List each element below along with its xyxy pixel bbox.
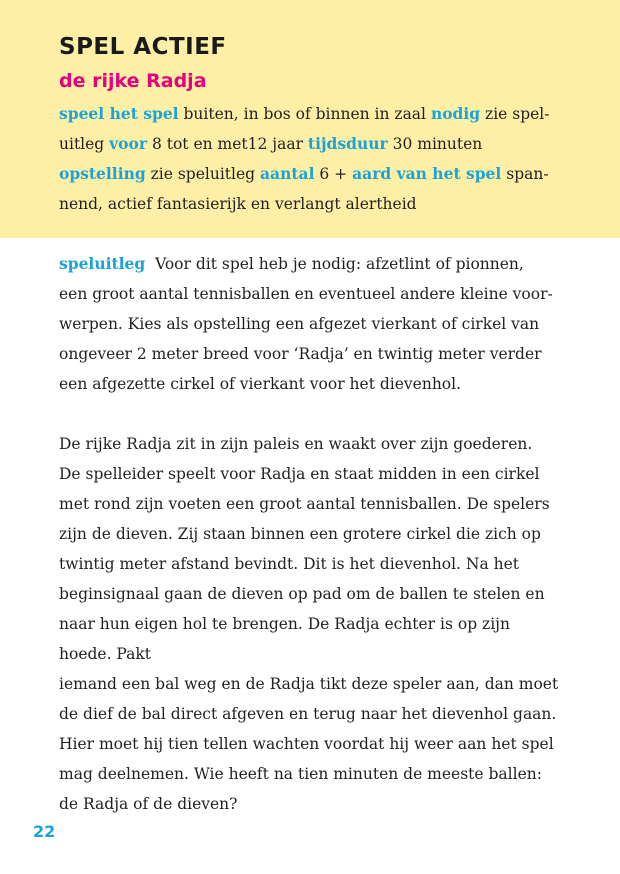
body-line: werpen. Kies als opstelling een afgezet vierkant of cirkel van (59, 315, 540, 333)
body-line (59, 249, 564, 279)
meta-text: 30 minuten (387, 135, 483, 153)
page-number: 22 (33, 822, 56, 841)
meta-text: zie speluitleg (145, 165, 261, 183)
meta-line (59, 159, 559, 189)
meta-text: span- (501, 165, 549, 183)
meta-keyword: nodig (430, 104, 481, 123)
body-line: naar hun eigen hol te brengen. De Radja echter is op zijn (59, 615, 510, 633)
paragraph-gap (59, 399, 564, 429)
body-line: de dief de bal direct afgeven en terug naar het dievenhol gaan. (59, 705, 557, 723)
meta-text: 8 tot en met12 jaar (147, 135, 308, 153)
meta-text: uitleg (59, 135, 110, 153)
body-line: beginsignaal gaan de dieven op pad om de ballen te stelen en (59, 585, 545, 603)
meta-text: zie spel- (480, 105, 550, 123)
body-line-text: Voor dit spel heb je nodig: afzetlint of pionnen, (145, 255, 524, 273)
meta-text: 6 + (314, 165, 353, 183)
body-line: de Radja of de dieven? (59, 795, 238, 813)
body-line: ongeveer 2 meter breed voor ‘Radja’ en twintig meter verder (59, 345, 542, 363)
game-title: de rijke Radja (59, 70, 207, 92)
body-line: twintig meter afstand bevindt. Dit is het dievenhol. Na het (59, 555, 520, 573)
meta-text: buiten, in bos of binnen in zaal (178, 105, 431, 123)
body-line: hoede. Pakt (59, 645, 152, 663)
meta-keyword: voor (109, 134, 148, 153)
game-description (59, 249, 564, 819)
meta-keyword: tijdsduur (307, 134, 388, 153)
body-line: iemand een bal weg en de Radja tikt deze speler aan, dan moet (59, 675, 559, 693)
header-band (0, 0, 620, 238)
meta-line (59, 99, 559, 129)
body-line: een groot aantal tennisballen en eventueel andere kleine voor- (59, 285, 553, 303)
body-line: De spelleider speelt voor Radja en staat midden in een cirkel (59, 465, 540, 483)
meta-keyword: aantal (260, 164, 315, 183)
body-line: Hier moet hij tien tellen wachten voordat hij weer aan het spel (59, 735, 554, 753)
meta-line (59, 189, 559, 219)
meta-line (59, 129, 559, 159)
meta-text: nend, actief fantasierijk en verlangt alertheid (59, 195, 417, 213)
body-line: een afgezette cirkel of vierkant voor het dievenhol. (59, 375, 462, 393)
body-line: met rond zijn voeten een groot aantal tennisballen. De spelers (59, 495, 550, 513)
speluitleg-label: speluitleg (59, 254, 146, 273)
section-title: SPEL ACTIEF (59, 34, 227, 60)
meta-keyword: opstelling (59, 164, 146, 183)
body-line: De rijke Radja zit in zijn paleis en waakt over zijn goederen. (59, 435, 533, 453)
meta-keyword: aard van het spel (352, 164, 502, 183)
body-line: zijn de dieven. Zij staan binnen een grotere cirkel die zich op (59, 525, 541, 543)
meta-keyword: speel het spel (59, 104, 179, 123)
body-line: mag deelnemen. Wie heeft na tien minuten de meeste ballen: (59, 765, 542, 783)
game-meta (59, 99, 559, 219)
